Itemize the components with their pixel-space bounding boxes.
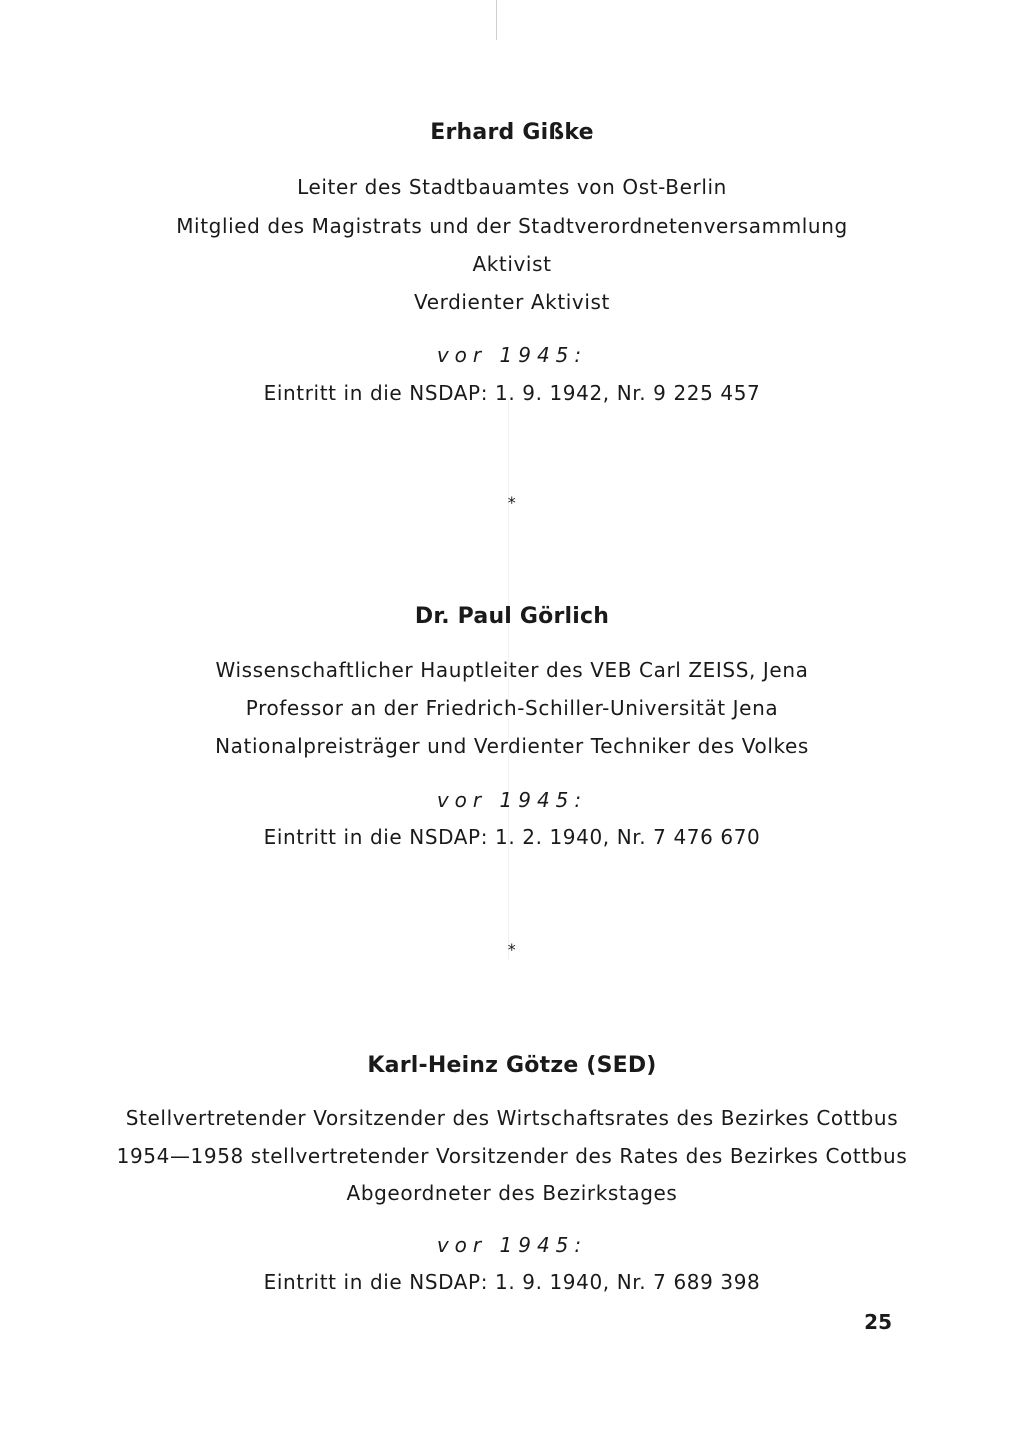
- entry-line: 1954—1958 stellvertretender Vorsitzender des Rates des Bezirkes Cottbus: [116, 1144, 908, 1168]
- entry-line: Professor an der Friedrich-Schiller-Universität Jena: [245, 696, 779, 720]
- page-number: 25: [864, 1310, 892, 1334]
- entry-line: Abgeordneter des Bezirkstages: [346, 1181, 678, 1205]
- nsdap-entry: Eintritt in die NSDAP: 1. 9. 1940, Nr. 7 689 398: [263, 1270, 761, 1294]
- entry-line: Mitglied des Magistrats und der Stadtverordnetenversammlung: [176, 214, 848, 238]
- page-fold-mark: [496, 0, 497, 40]
- before-1945-label: vor 1945:: [436, 788, 588, 812]
- before-1945-label: vor 1945:: [436, 343, 588, 367]
- entry-line: Verdienter Aktivist: [414, 290, 610, 314]
- entry-line: Wissenschaftlicher Hauptleiter des VEB Carl ZEISS, Jena: [215, 658, 809, 682]
- separator-star: *: [507, 493, 517, 512]
- before-1945-label: vor 1945:: [436, 1233, 588, 1257]
- entry-name: Erhard Gißke: [430, 120, 594, 145]
- entry-line: Aktivist: [472, 252, 552, 276]
- separator-star: *: [507, 940, 517, 959]
- entry-name: Karl-Heinz Götze (SED): [367, 1053, 657, 1078]
- nsdap-entry: Eintritt in die NSDAP: 1. 2. 1940, Nr. 7 476 670: [263, 825, 761, 849]
- entry-name: Dr. Paul Görlich: [414, 604, 610, 629]
- nsdap-entry: Eintritt in die NSDAP: 1. 9. 1942, Nr. 9 225 457: [263, 381, 761, 405]
- entry-line: Nationalpreisträger und Verdienter Techniker des Volkes: [215, 734, 809, 758]
- entry-line: Leiter des Stadtbauamtes von Ost-Berlin: [297, 175, 727, 199]
- entry-line: Stellvertretender Vorsitzender des Wirtschaftsrates des Bezirkes Cottbus: [125, 1106, 899, 1130]
